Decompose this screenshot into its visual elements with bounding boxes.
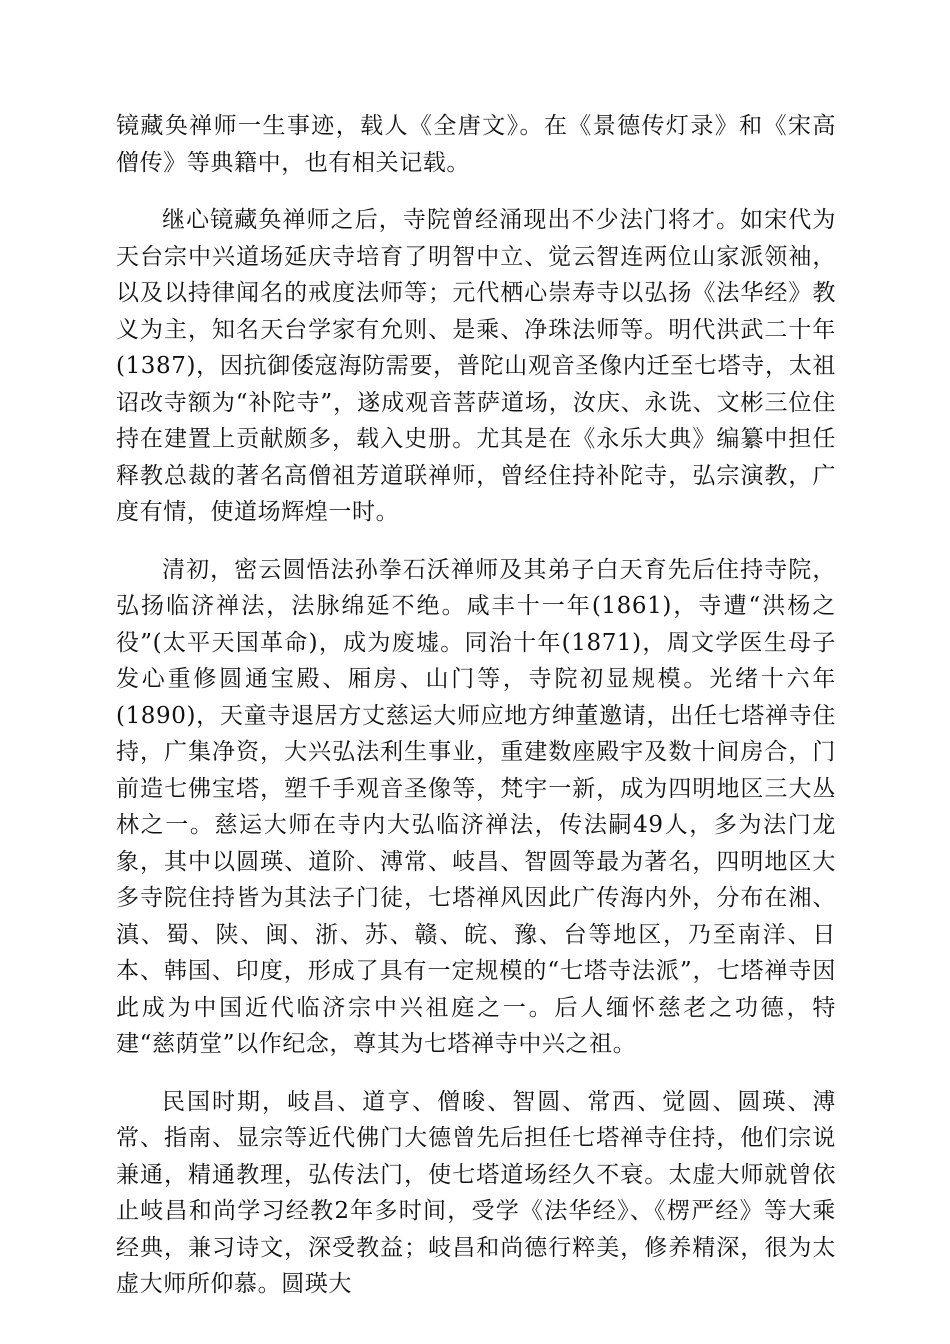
paragraph-successors: 继心镜藏奂禅师之后，寺院曾经涌现出不少法门将才。如宋代为天台宗中兴道场延庆寺培育了明智中立、觉云智连两位山家派领袖，以及以持律闻名的戒度法师等；元代栖心崇寿寺以弘扬《法华经》教义为主，知名天台学家有允则、是乘、净珠法师等。明代洪武二十年(1387)，因抗御倭寇海防需要，普陀山观音圣像内迁至七塔寺，太祖诏改寺额为“补陀寺”，遂成观音菩萨道场，汝庆、永诜、文彬三位住持在建置上贡献颇多，载入史册。尤其是在《永乐大典》编纂中担任释教总裁的著名高僧祖芳道联禅师，曾经住持补陀寺，弘宗演教，广度有情，使道场辉煌一时。 bbox=[116, 207, 836, 525]
document-body bbox=[116, 108, 836, 1324]
paragraph-continuation: 镜藏奂禅师一生事迹，载人《全唐文》。在《景德传灯录》和《宋高僧传》等典籍中，也有相关记载。 bbox=[116, 113, 836, 176]
paragraph-republic-era: 民国时期，岐昌、道亨、僧晙、智圆、常西、觉圆、圆瑛、溥常、指南、显宗等近代佛门大德曾先后担任七塔禅寺住持，他们宗说兼通，精通教理，弘传法门，使七塔道场经久不衰。太虚大师就曾依止岐昌和尚学习经教2年多时间，受学《法华经》、《楞严经》等大乘经典，兼习诗文，深受教益；岐昌和尚德行粹美，修养精深，很为太虚大师所仰慕。圆瑛大 bbox=[116, 1088, 836, 1297]
paragraph-qing-dynasty: 清初，密云圆悟法孙拳石沃禅师及其弟子白天育先后住持寺院，弘扬临济禅法，法脉绵延不绝。咸丰十一年(1861)，寺遭“洪杨之役”(太平天国革命)，成为废墟。同治十年(1871)，周文学医生母子发心重修圆通宝殿、厢房、山门等，寺院初显规模。光绪十六年(1890)，天童寺退居方丈慈运大师应地方绅董邀请，出任七塔禅寺住持，广集净资，大兴弘法利生事业，重建数座殿宇及数十间房合，门前造七佛宝塔，塑千手观音圣像等，梵宇一新，成为四明地区三大丛林之一。慈运大师在寺内大弘临济禅法，传法嗣49人，多为法门龙象，其中以圆瑛、道阶、溥常、岐昌、智圆等最为著名，四明地区大多寺院住持皆为其法子门徒，七塔禅风因此广传海内外，分布在湘、滇、蜀、陕、闽、浙、苏、赣、皖、豫、台等地区，乃至南洋、日本、韩国、印度，形成了具有一定规模的“七塔寺法派”，七塔禅寺因此成为中国近代临济宗中兴祖庭之一。后人缅怀慈老之功德，特建“慈荫堂”以作纪念，尊其为七塔禅寺中兴之祖。 bbox=[116, 556, 836, 1057]
